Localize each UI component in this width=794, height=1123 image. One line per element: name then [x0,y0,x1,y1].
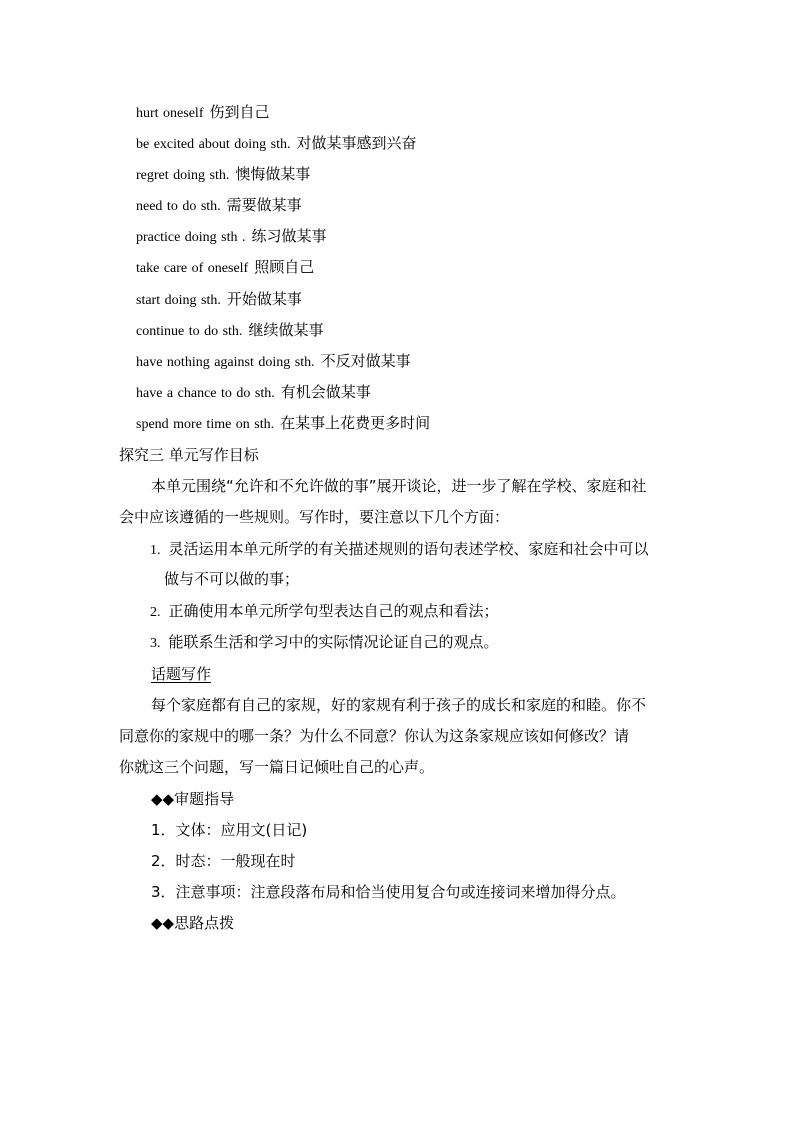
phrase-chinese: 不反对做某事 [320,352,411,370]
goal-item [150,599,499,623]
phrase-item [136,349,411,373]
phrase-item [136,287,302,311]
phrase-item [136,411,430,435]
phrase-english: have a chance to do sth. [136,386,275,401]
phrase-item [136,255,314,279]
phrase-item [136,193,302,217]
phrase-item [136,131,416,155]
approach-title: ◆◆思路点拨 [151,914,235,932]
guide-item: 2．时态：一般现在时 [151,852,296,870]
phrase-chinese: 懊悔做某事 [235,165,311,183]
topic-title: 话题写作 [151,665,212,683]
phrase-chinese: 练习做某事 [251,227,327,245]
phrase-chinese: 需要做某事 [226,196,302,214]
goal-number: 1. [150,543,161,558]
topic-paragraph-line: 每个家庭都有自己的家规，好的家规有利于孩子的成长和家庭的和睦。你不 [151,696,647,714]
phrase-item [136,224,327,248]
phrase-english: start doing sth. [136,293,221,308]
phrase-item [136,100,270,124]
phrase-chinese: 照顾自己 [254,258,315,276]
intro-paragraph-line: 本单元围绕“允许和不允许做的事”展开谈论，进一步了解在学校、家庭和社 [151,477,647,495]
section-heading: 探究三 单元写作目标 [119,446,259,464]
phrase-english: be excited about doing sth. [136,137,291,152]
goal-item-continuation: 做与不可以做的事； [164,570,300,588]
phrase-chinese: 开始做某事 [226,290,302,308]
phrase-english: take care of oneself [136,261,249,276]
phrase-english: spend more time on sth. [136,417,275,432]
goal-item [150,630,499,654]
guide-item: 1．文体：应用文(日记) [151,821,308,839]
guide-title: ◆◆审题指导 [151,790,235,808]
goal-text: 正确使用本单元所学句型表达自己的观点和看法； [168,602,499,620]
goal-number: 2. [150,605,161,620]
goal-number: 3. [150,636,161,651]
phrase-chinese: 伤到自己 [209,103,270,121]
phrase-item [136,380,371,404]
phrase-english: have nothing against doing sth. [136,355,315,370]
phrase-chinese: 对做某事感到兴奋 [296,134,417,152]
phrase-chinese: 继续做某事 [248,321,324,339]
phrase-english: need to do sth. [136,199,221,214]
phrase-chinese: 有机会做某事 [280,383,371,401]
phrase-english: continue to do sth. [136,324,243,339]
goal-text: 能联系生活和学习中的实际情况论证自己的观点。 [168,633,499,651]
phrase-item [136,162,310,186]
phrase-english: regret doing sth. [136,168,230,183]
intro-paragraph-line: 会中应该遵循的一些规则。写作时，要注意以下几个方面： [119,508,510,526]
goal-item [150,537,649,561]
phrase-chinese: 在某事上花费更多时间 [280,414,431,432]
goal-text: 灵活运用本单元所学的有关描述规则的语句表述学校、家庭和社会中可以 [168,540,649,558]
phrase-english: practice doing sth . [136,230,246,245]
topic-paragraph-line: 你就这三个问题，写一篇日记倾吐自己的心声。 [119,758,435,776]
guide-item: 3．注意事项：注意段落布局和恰当使用复合句或连接词来增加得分点。 [151,883,626,901]
phrase-item [136,318,323,342]
phrase-english: hurt oneself [136,106,204,121]
topic-paragraph-line: 同意你的家规中的哪一条？为什么不同意？你认为这条家规应该如何修改？请 [119,727,630,745]
